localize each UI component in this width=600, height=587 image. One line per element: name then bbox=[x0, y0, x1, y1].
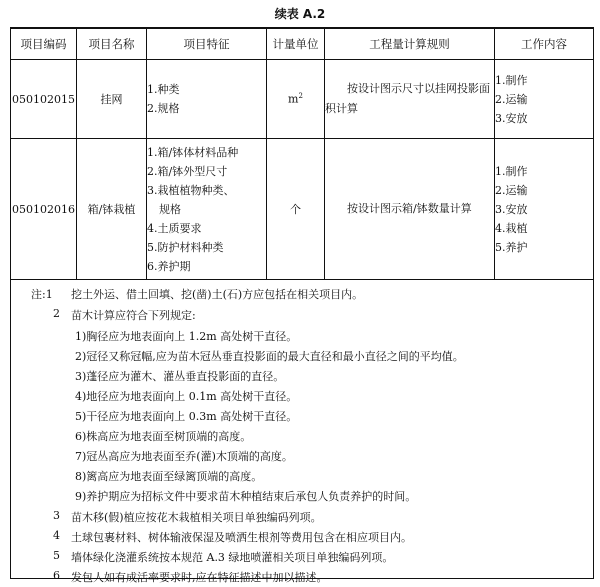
work-line: 2.运输 bbox=[495, 183, 528, 197]
spec-table bbox=[10, 27, 594, 584]
item-work bbox=[495, 60, 594, 139]
note-number: 6 bbox=[53, 569, 60, 582]
item-rule: 按设计图示箱/钵数量计算 bbox=[325, 139, 495, 280]
work-line: 3.安放 bbox=[495, 202, 528, 216]
feature-line: 4.土质要求 bbox=[147, 221, 202, 235]
item-code: 050102015 bbox=[11, 60, 77, 139]
work-line: 1.制作 bbox=[495, 164, 528, 178]
note-subitem: 4)地径应为地表面向上 0.1m 高处树干直径。 bbox=[75, 390, 298, 403]
item-name: 箱/钵栽植 bbox=[77, 139, 147, 280]
note-text: 挖土外运、借土回填、挖(凿)土(石)方应包括在相关项目内。 bbox=[71, 288, 364, 301]
note-subitem: 3)蓬径应为灌木、灌丛垂直投影面的直径。 bbox=[75, 370, 285, 383]
note-subitem: 1)胸径应为地表面向上 1.2m 高处树干直径。 bbox=[75, 330, 298, 343]
table-row bbox=[11, 60, 594, 139]
unit-sup: 2 bbox=[298, 92, 303, 101]
work-line: 4.栽植 bbox=[495, 221, 528, 235]
header-code: 项目编码 bbox=[11, 28, 77, 60]
item-features bbox=[147, 139, 267, 280]
unit-base: 个 bbox=[290, 203, 301, 216]
item-code: 050102016 bbox=[11, 139, 77, 280]
feature-line: 3.栽植植物种类、 bbox=[147, 183, 235, 197]
header-row bbox=[11, 28, 594, 60]
note-subitem: 2)冠径又称冠幅,应为苗木冠丛垂直投影面的最大直径和最小直径之间的平均值。 bbox=[75, 350, 464, 363]
header-name: 项目名称 bbox=[77, 28, 147, 60]
note-subitem: 9)养护期应为招标文件中要求苗木种植结束后承包人负责养护的时间。 bbox=[75, 490, 417, 503]
header-rule: 工程量计算规则 bbox=[325, 28, 495, 60]
note-number: 2 bbox=[53, 307, 60, 320]
unit-base: m bbox=[288, 92, 299, 106]
feature-line: 2.箱/钵外型尺寸 bbox=[147, 164, 228, 178]
header-work: 工作内容 bbox=[495, 28, 594, 60]
note-number: 3 bbox=[53, 509, 60, 522]
header-features: 项目特征 bbox=[147, 28, 267, 60]
table-row bbox=[11, 139, 594, 280]
note-prefix: 注:1 bbox=[31, 288, 53, 301]
note-subitem: 6)株高应为地表面至树顶端的高度。 bbox=[75, 430, 252, 443]
notes-cell bbox=[11, 280, 594, 584]
note-text: 发包人如有成活率要求时,应在特征描述中加以描述。 bbox=[71, 571, 328, 584]
feature-line: 规格 bbox=[159, 202, 181, 216]
note-text: 墙体绿化浇灌系统按本规范 A.3 绿地喷灌相关项目单独编码列项。 bbox=[71, 551, 394, 564]
notes-row bbox=[11, 280, 594, 579]
feature-line: 1.箱/钵体材料品种 bbox=[147, 145, 239, 159]
note-subitem: 7)冠丛高应为地表面至乔(灌)木顶端的高度。 bbox=[75, 450, 293, 463]
note-text: 苗木移(假)植应按花木栽植相关项目单独编码列项。 bbox=[71, 511, 322, 524]
feature-line: 2.规格 bbox=[147, 102, 180, 115]
note-text: 苗木计算应符合下列规定: bbox=[71, 309, 196, 322]
item-features bbox=[147, 60, 267, 139]
note-text: 土球包裹材料、树体输液保湿及喷洒生根剂等费用包含在相应项目内。 bbox=[71, 531, 412, 544]
note-subitem: 5)干径应为地表面向上 0.3m 高处树干直径。 bbox=[75, 410, 298, 423]
work-line: 5.养护 bbox=[495, 240, 528, 254]
item-name: 挂网 bbox=[77, 60, 147, 139]
table-title: 续表 A.2 bbox=[274, 7, 326, 21]
work-line: 3.安放 bbox=[495, 111, 528, 125]
work-line: 2.运输 bbox=[495, 92, 528, 106]
note-number: 5 bbox=[53, 549, 60, 562]
header-unit: 计量单位 bbox=[267, 28, 325, 60]
feature-line: 1.种类 bbox=[147, 83, 180, 96]
feature-line: 6.养护期 bbox=[147, 259, 191, 273]
work-line: 1.制作 bbox=[495, 73, 528, 87]
notes bbox=[11, 280, 593, 584]
note-subitem: 8)篱高应为地表面至绿篱顶端的高度。 bbox=[75, 470, 263, 483]
item-unit bbox=[267, 60, 325, 139]
item-unit bbox=[267, 139, 325, 280]
item-rule: 按设计图示尺寸以挂网投影面积计算 bbox=[325, 60, 495, 139]
item-work bbox=[495, 139, 594, 280]
feature-line: 5.防护材料种类 bbox=[147, 240, 224, 254]
note-number: 4 bbox=[53, 529, 60, 542]
